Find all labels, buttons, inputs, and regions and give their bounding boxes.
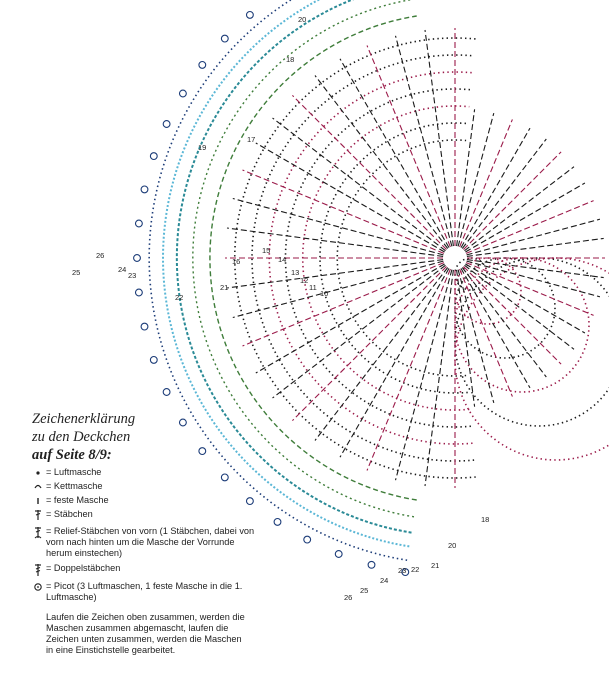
- stitch-spoke: [292, 95, 446, 249]
- picot-mark: [199, 62, 206, 69]
- legend-item-label: = feste Masche: [46, 495, 109, 505]
- picot-icon: [32, 581, 46, 593]
- stitch-spoke: [461, 128, 530, 248]
- legend-item-slip: [32, 481, 262, 493]
- slip-stitch-icon: [32, 481, 46, 493]
- picot-mark: [141, 323, 148, 330]
- round-label: 11: [309, 283, 317, 292]
- legend-item-label: = Relief-Stäbchen von vorn (1 Stäbchen, dabei von vorn nach hinten um die Masche der Vorrunde herum einstechen): [46, 526, 255, 558]
- round-label: 20: [448, 541, 457, 550]
- legend-item-front-post: [32, 526, 262, 559]
- round-label: 25: [72, 268, 81, 277]
- round-label: 26: [344, 593, 353, 602]
- stitch-spoke: [458, 113, 494, 246]
- legend-item-treble: [32, 563, 262, 575]
- stitch-spoke: [396, 36, 452, 247]
- round-label: 25: [360, 586, 369, 595]
- round-label: 17: [247, 135, 256, 144]
- picot-mark: [150, 357, 157, 364]
- picot-mark: [180, 90, 187, 97]
- legend: [32, 410, 262, 603]
- legend-item-label: = Doppelstäbchen: [46, 563, 121, 573]
- stitch-spoke: [465, 265, 575, 349]
- front-post-double-crochet-icon: [32, 526, 46, 538]
- round-label: 10: [320, 289, 329, 298]
- picot-mark: [136, 220, 143, 227]
- round-label: 24: [380, 576, 389, 585]
- stitch-spoke: [315, 76, 448, 249]
- double-crochet-icon: [32, 509, 46, 521]
- stitch-spoke: [467, 238, 604, 256]
- picot-mark: [150, 153, 157, 160]
- stitch-spoke: [465, 264, 585, 333]
- stitch-spoke: [457, 270, 475, 407]
- legend-title-line-1: Zeichenerklärung: [32, 411, 136, 427]
- stitch-spoke: [467, 261, 600, 297]
- stitch-spoke: [243, 263, 444, 346]
- stitch-spoke: [396, 270, 452, 481]
- picot-mark: [141, 186, 148, 193]
- picot-mark: [136, 289, 143, 296]
- stitch-spoke: [315, 268, 448, 441]
- round-label: 15: [262, 246, 271, 255]
- chain-stitch-icon: [32, 467, 46, 479]
- stitch-spoke: [340, 59, 449, 248]
- legend-note: Laufen die Zeichen oben zusammen, werden die Maschen zusammen abgemascht, laufen die Zeichen unten zusammen, werden die Maschen in eine Einstichstelle gearbeitet.: [46, 612, 245, 655]
- legend-item-double-crochet: [32, 509, 262, 521]
- stitch-spoke: [256, 264, 445, 373]
- picot-mark: [274, 519, 281, 526]
- round-label: 16: [232, 257, 241, 266]
- picot-mark: [304, 536, 311, 543]
- legend-title-line-2: zu den Deckchen: [32, 429, 131, 445]
- stitch-spoke: [273, 265, 446, 398]
- stitch-spoke: [458, 270, 494, 403]
- picot-mark: [134, 255, 141, 262]
- round-label: 24: [118, 265, 127, 274]
- legend-title-line-3: auf Seite 8/9:: [32, 447, 112, 463]
- stitch-spoke: [465, 167, 575, 251]
- round-label: 21: [220, 283, 229, 292]
- round-label: 18: [286, 55, 295, 64]
- stitch-spoke: [367, 46, 450, 247]
- legend-item-picot: [32, 581, 262, 603]
- round-label: 21: [431, 561, 440, 570]
- picot-mark: [163, 121, 170, 128]
- stitch-spoke: [461, 268, 530, 388]
- round-label: 23: [398, 566, 407, 575]
- stitch-ring: [455, 258, 609, 426]
- round-label: 12: [300, 276, 309, 285]
- legend-item-label: = Kettmasche: [46, 481, 103, 491]
- legend-item-chain: [32, 467, 262, 479]
- treble-crochet-icon: [32, 563, 46, 575]
- picot-mark: [221, 35, 228, 42]
- round-label: 13: [291, 268, 300, 277]
- legend-item-label: = Luftmasche: [46, 467, 102, 477]
- stitch-spoke: [256, 143, 445, 252]
- legend-item-label: = Stäbchen: [46, 509, 93, 519]
- round-label: 20: [298, 15, 307, 24]
- round-label: 23: [128, 271, 137, 280]
- stitch-spoke: [340, 268, 449, 457]
- stitch-spoke: [457, 109, 475, 246]
- stitch-spoke: [273, 118, 446, 251]
- legend-item-single-crochet: [32, 495, 262, 507]
- stitch-spoke: [465, 183, 585, 252]
- round-label: 14: [278, 255, 287, 264]
- stitch-spoke: [467, 219, 600, 255]
- picot-mark: [163, 389, 170, 396]
- round-label: 22: [411, 565, 420, 574]
- round-label: 26: [96, 251, 105, 260]
- stitch-spoke: [462, 139, 546, 249]
- picot-mark: [335, 551, 342, 558]
- round-label: 22: [175, 293, 184, 302]
- round-label: 18: [481, 515, 490, 524]
- stitch-spoke: [462, 268, 546, 378]
- picot-mark: [368, 561, 375, 568]
- single-crochet-icon: [32, 495, 46, 507]
- picot-mark: [247, 12, 254, 19]
- round-label: 19: [198, 143, 207, 152]
- legend-item-label: = Picot (3 Luftmaschen, 1 feste Masche in die 1. Luftmasche): [46, 581, 243, 602]
